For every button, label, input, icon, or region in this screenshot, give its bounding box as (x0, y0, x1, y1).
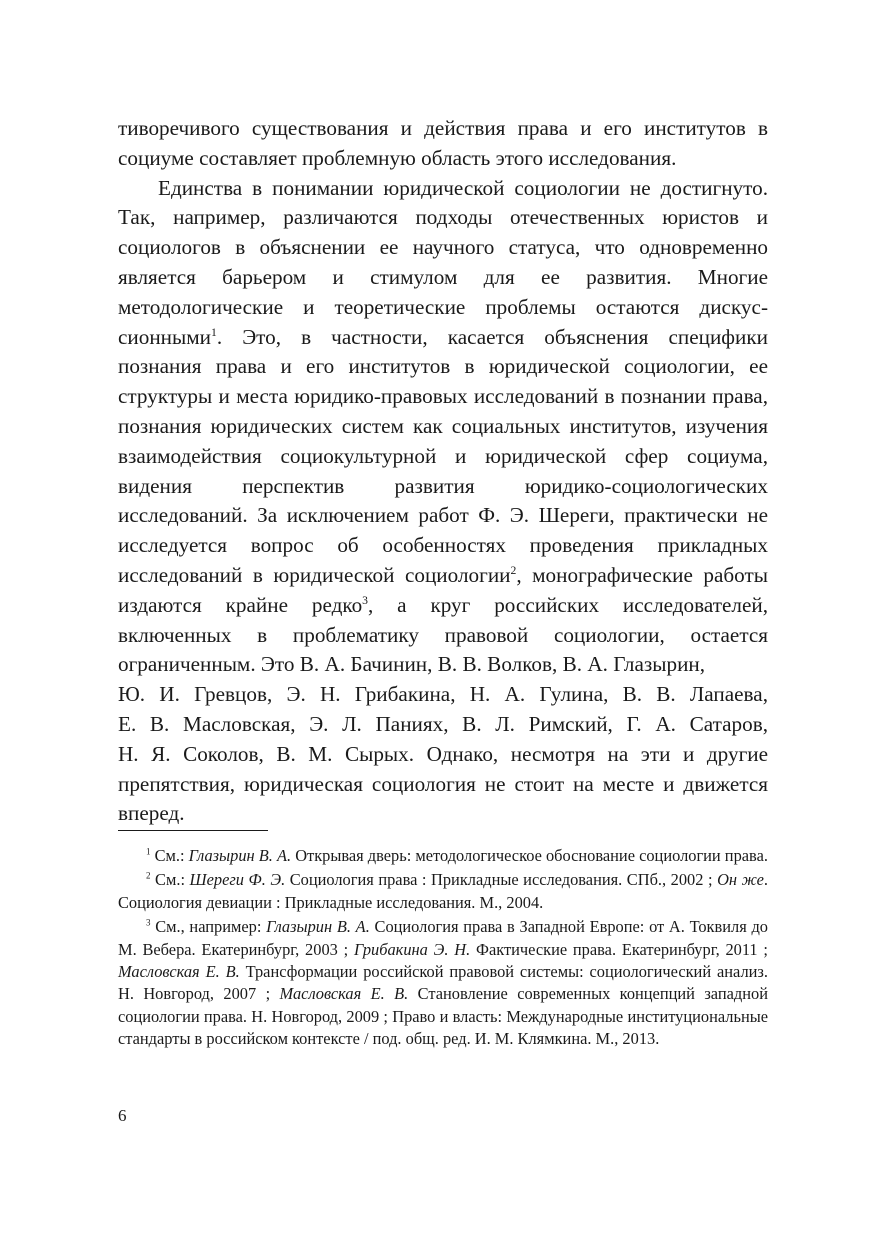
footnote-author: Масловская Е. В. (279, 984, 409, 1004)
paragraph-text: тиворечивого существования и действия права и его институтов в социуме составляет проблемную область этого исследования. (118, 116, 768, 170)
footnote-author: Он же (717, 870, 764, 890)
footnote-ref-2[interactable]: 2 (510, 563, 517, 577)
paragraph-main (118, 174, 768, 681)
footnote-number: 2 (146, 870, 151, 881)
footnote-text: Фактические права. Екатеринбург, 2011 ; (470, 939, 768, 959)
footnote-text: См.: (150, 846, 189, 865)
footnote-text: Социология права : Прикладные исследования. СПб., 2002 ; (285, 870, 718, 890)
footnote-text: Становление современных концепций западной социологии права. Н. Новгород, 2009 ; Право и власть: Международные институциональные стандарты в российском контексте / под. общ. ред. И. М. Клямкина. М., 2013. (118, 984, 768, 1049)
paragraph-text: Единства в понимании юридической социологии не достигнуто. Так, например, различаются подходы отечественных юристов и социологов в объяснении ее научного статуса, что одновременно является барьером и стимулом для ее развития. Многие методологические и теоретические проблемы остаются дискуссионными (118, 175, 768, 349)
footnote-number: 1 (146, 846, 151, 857)
footnote-author: Масловская Е. В. (118, 962, 240, 982)
footnote-text: Трансформации российской правовой системы: социологический анализ. Н. Новгород, 2007 ; (118, 962, 768, 1004)
footnote-2 (118, 869, 768, 914)
footnote-3 (118, 916, 768, 1050)
paragraph-text: . Это, в частности, касается объяснения специфики познания права и его институтов в юридической социологии, ее структуры и места юридико-правовых исследований в познании права, познания юридических систем как социальных институтов, изучения взаимодействия социокультурной и юридической сфер социума, видения перспектив развития юридико-социологических исследований. За исключением работ Ф. Э. Шереги, практически не исследуется вопрос об особенностях проведения прикладных исследований в юридической социологии (118, 324, 768, 587)
footnote-text: См.: (150, 870, 190, 890)
footnote-author: Глазырин В. А. (188, 846, 292, 865)
footnote-author: Шереги Ф. Э. (189, 870, 286, 890)
footnote-ref-3[interactable]: 3 (362, 593, 368, 607)
footnote-text: Социология права в Западной Европе: от А. Токвиля до М. Вебера. Екатеринбург, 2003 ; (118, 917, 768, 959)
main-text (118, 114, 768, 829)
footnote-1 (118, 845, 768, 867)
names-line: Ю. И. Гревцов, Э. Н. Грибакина, Н. А. Гулина, В. В. Лапаева, (118, 682, 768, 707)
paragraph-end: Н. Я. Соколов, В. М. Сырых. Однако, несмотря на эти и другие препятствия, юридическая социология не стоит на месте и движется вперед. (118, 741, 768, 826)
paragraph-text: , монографические работы издаются крайне редко (118, 562, 768, 617)
footnote-divider (118, 830, 268, 831)
footnotes (118, 845, 768, 1053)
footnote-text: См., например: (150, 917, 267, 937)
footnote-author: Грибакина Э. Н. (353, 939, 471, 959)
footnote-ref-1[interactable]: 1 (211, 325, 217, 339)
footnote-author: Глазырин В. А. (266, 917, 370, 937)
footnote-number: 3 (146, 917, 151, 928)
paragraph-continuation (118, 114, 768, 174)
names-line: Е. В. Масловская, Э. Л. Паниях, В. Л. Римский, Г. А. Сатаров, (118, 711, 768, 736)
paragraph-text: , а круг российских исследователей, включенных в проблематику правовой социологии, остается ограниченным. Это В. А. Бачинин, В. В. Волков, В. А. Глазырин, (118, 592, 768, 677)
footnote-text: Открывая дверь: методологическое обоснование социологии права. (291, 846, 768, 865)
page-number: 6 (118, 1106, 127, 1125)
footnote-text: . Социология девиации : Прикладные исследования. М., 2004. (118, 870, 769, 912)
